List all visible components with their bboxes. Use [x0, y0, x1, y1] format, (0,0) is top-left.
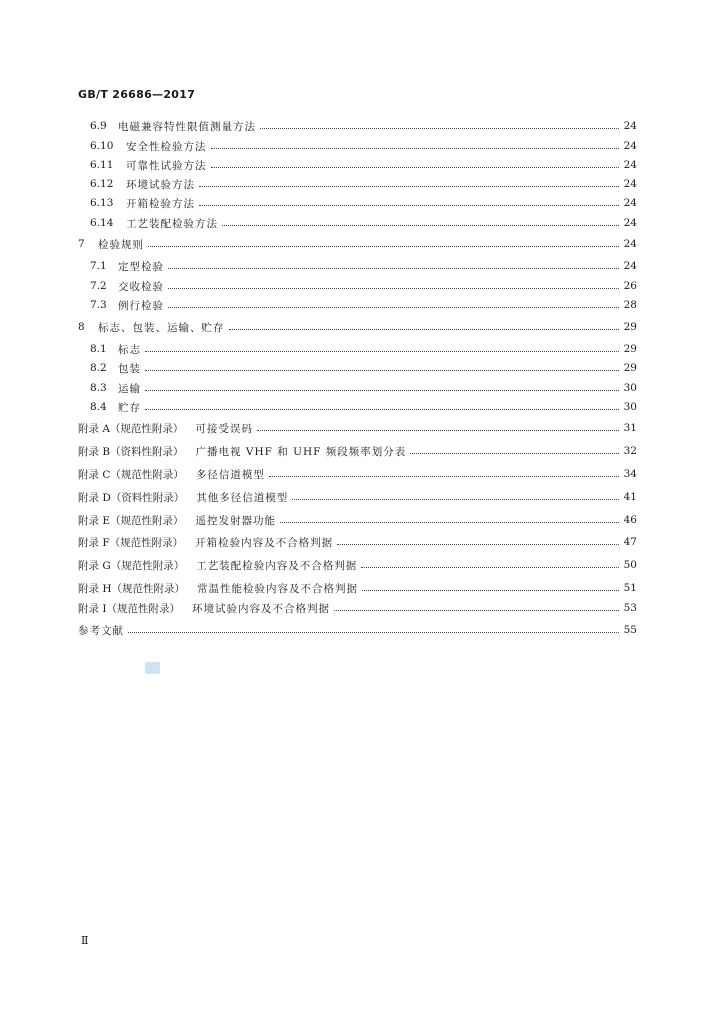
toc-entry-title: 开箱检验内容及不合格判据: [195, 536, 334, 549]
toc-entry-title: 其他多径信道模型: [196, 491, 289, 504]
toc-entry-title: 安全性检验方法: [126, 140, 207, 153]
toc-entry-title: 环境试验方法: [126, 178, 195, 191]
dot-leader: [145, 408, 619, 410]
dot-leader: [410, 452, 619, 454]
toc-entry-number: 附录 H（规范性附录）: [78, 582, 185, 595]
toc-entry[interactable]: [78, 443, 637, 459]
toc-entry-number: 8.1: [90, 343, 107, 355]
toc-entry-page: 26: [623, 280, 637, 292]
toc-entry-page: 32: [623, 445, 637, 457]
watermark-stamp: [145, 662, 160, 674]
toc-entry[interactable]: [90, 278, 637, 294]
toc-entry[interactable]: [90, 297, 637, 313]
toc-entry-title: 包装: [118, 362, 141, 375]
toc-entry-title: 环境试验内容及不合格判据: [192, 602, 330, 615]
toc-entry-number: 7.2: [90, 280, 107, 292]
toc-entry-number: 8.3: [90, 382, 107, 394]
toc-entry-number: 6.14: [90, 217, 114, 229]
toc-entry-page: 55: [623, 624, 637, 636]
toc-entry-page: 29: [623, 343, 637, 355]
toc-entry-number: 6.10: [90, 140, 114, 152]
dot-leader: [145, 389, 619, 391]
dot-leader: [337, 543, 619, 545]
dot-leader: [257, 429, 619, 431]
toc-entry-page: 24: [623, 140, 637, 152]
toc-entry-number: 7.3: [90, 299, 107, 311]
toc-entry[interactable]: [78, 557, 637, 573]
dot-leader: [334, 609, 619, 611]
toc-entry[interactable]: [90, 157, 637, 173]
toc-entry[interactable]: [90, 258, 637, 274]
dot-leader: [269, 475, 619, 477]
toc-entry[interactable]: [78, 319, 637, 335]
toc-entry[interactable]: [78, 236, 637, 252]
toc-entry-title: 例行检验: [118, 299, 164, 312]
toc-entry[interactable]: [78, 622, 637, 638]
toc-entry-title: 定型检验: [118, 260, 164, 273]
toc-entry-page: 47: [623, 536, 637, 548]
toc-entry[interactable]: [78, 420, 637, 436]
toc-entry-number: 8.2: [90, 362, 107, 374]
toc-entry-page: 50: [623, 559, 637, 571]
toc-entry-number: 6.13: [90, 197, 114, 209]
toc-entry[interactable]: [90, 118, 637, 134]
toc-entry-page: 24: [623, 197, 637, 209]
standard-code: GB/T 26686—2017: [78, 88, 196, 101]
toc-entry-title: 常温性能检验内容及不合格判据: [197, 582, 358, 595]
toc-entry-number: 6.11: [90, 159, 114, 171]
dot-leader: [222, 224, 619, 226]
toc-entry-title: 检验规则: [98, 238, 144, 251]
toc-entry[interactable]: [78, 512, 637, 528]
toc-entry-number: 附录 G（规范性附录）: [78, 559, 185, 572]
toc-entry-title: 交收检验: [118, 280, 164, 293]
dot-leader: [168, 267, 619, 269]
toc-entry-page: 24: [623, 159, 637, 171]
toc-entry-title: 运输: [118, 382, 141, 395]
toc-entry-title: 可接受误码: [195, 422, 253, 435]
toc-entry[interactable]: [78, 580, 637, 596]
toc-entry-title: 贮存: [118, 401, 141, 414]
toc-entry-number: 附录 E（规范性附录）: [78, 514, 184, 527]
toc-entry[interactable]: [90, 138, 637, 154]
page-number: Ⅱ: [81, 934, 89, 947]
toc-entry[interactable]: [90, 341, 637, 357]
toc-entry-page: 24: [623, 178, 637, 190]
dot-leader: [211, 166, 620, 168]
toc-entry-title: 开箱检验方法: [126, 197, 195, 210]
toc-entry-page: 29: [623, 362, 637, 374]
toc-entry-page: 24: [623, 120, 637, 132]
toc-entry-number: 6.9: [90, 120, 107, 132]
toc-entry-number: 8.4: [90, 401, 107, 413]
toc-entry-title: 工艺装配检验方法: [126, 217, 218, 230]
toc-entry[interactable]: [78, 489, 637, 505]
toc-entry-number: 附录 A（规范性附录）: [78, 422, 184, 435]
toc-entry-page: 24: [623, 238, 637, 250]
toc-entry-number: 附录 D（资料性附录）: [78, 491, 185, 504]
toc-entry-page: 34: [623, 468, 637, 480]
toc-entry[interactable]: [90, 215, 637, 231]
toc-entry-page: 53: [623, 602, 637, 614]
toc-entry-number: 附录 C（规范性附录）: [78, 468, 184, 481]
dot-leader: [280, 521, 619, 523]
dot-leader: [148, 245, 619, 247]
toc-entry-number: 附录 I（规范性附录）: [78, 602, 180, 615]
toc-entry-title: 工艺装配检验内容及不合格判据: [196, 559, 358, 572]
toc-entry-page: 30: [623, 401, 637, 413]
toc-entry-title: 遥控发射器功能: [195, 514, 277, 527]
toc-entry-title: 广播电视 VHF 和 UHF 频段频率划分表: [195, 445, 407, 458]
dot-leader: [145, 350, 619, 352]
toc-entry[interactable]: [90, 380, 637, 396]
toc-entry[interactable]: [90, 195, 637, 211]
toc-entry-page: 51: [623, 582, 637, 594]
dot-leader: [211, 147, 620, 149]
toc-entry[interactable]: [78, 466, 637, 482]
dot-leader: [199, 204, 619, 206]
toc-entry-page: 28: [623, 299, 637, 311]
toc-entry-page: 29: [623, 321, 637, 333]
toc-entry-page: 46: [623, 514, 637, 526]
toc-entry[interactable]: [78, 600, 637, 616]
toc-entry-title: 标志: [118, 343, 141, 356]
toc-entry-number: 7: [78, 238, 85, 250]
dot-leader: [229, 328, 620, 330]
toc-entry[interactable]: [78, 534, 637, 550]
toc-entry-title: 多径信道模型: [195, 468, 265, 481]
toc-entry-page: 31: [623, 422, 637, 434]
toc-entry[interactable]: [90, 399, 637, 415]
dot-leader: [168, 287, 619, 289]
toc-entry-title: 标志、包装、运输、贮存: [98, 321, 225, 334]
toc-entry[interactable]: [90, 360, 637, 376]
dot-leader: [199, 185, 619, 187]
toc-entry-page: 24: [623, 217, 637, 229]
toc-entry-number: 7.1: [90, 260, 107, 272]
toc-entry-title: 参考文献: [78, 624, 124, 637]
toc-entry-title: 电磁兼容特性限值测量方法: [118, 120, 256, 133]
toc-entry-title: 可靠性试验方法: [126, 159, 207, 172]
toc-entry-page: 30: [623, 382, 637, 394]
toc-entry-number: 附录 B（资料性附录）: [78, 445, 184, 458]
toc-entry-page: 41: [623, 491, 637, 503]
toc-entry-number: 6.12: [90, 178, 114, 190]
toc-entry-page: 24: [623, 260, 637, 272]
dot-leader: [128, 631, 619, 633]
dot-leader: [361, 566, 619, 568]
toc-entry-number: 附录 F（规范性附录）: [78, 536, 184, 549]
toc-entry-number: 8: [78, 321, 85, 333]
dot-leader: [168, 306, 619, 308]
dot-leader: [260, 127, 619, 129]
dot-leader: [145, 369, 619, 371]
toc-entry[interactable]: [90, 176, 637, 192]
dot-leader: [292, 498, 619, 500]
dot-leader: [362, 589, 619, 591]
